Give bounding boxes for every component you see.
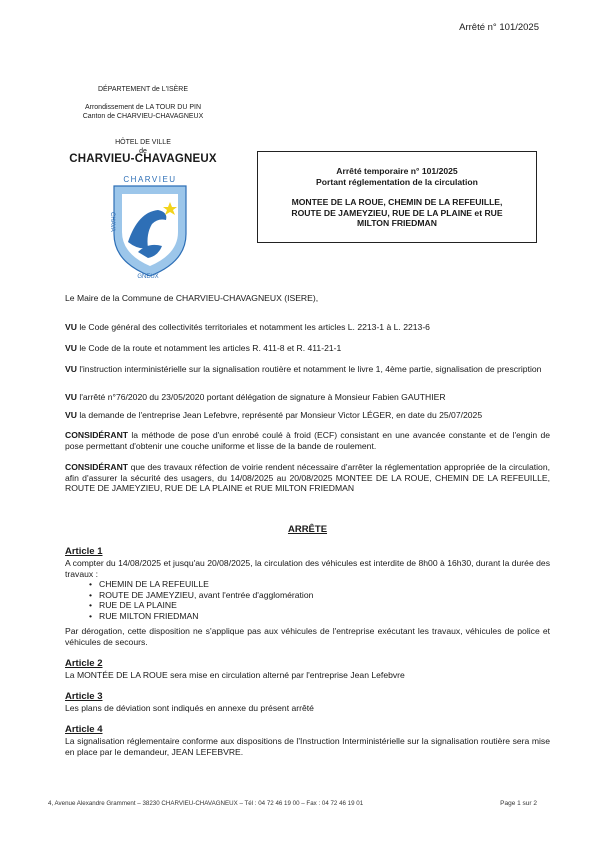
commune-logo (108, 172, 192, 280)
vu-text: la demande de l'entreprise Jean Lefebvre, représenté par Monsieur Victor LÉGER, en date du 25/07/2025 (76, 410, 483, 420)
departement-label: DÉPARTEMENT de L'ISÈRE (97, 86, 189, 93)
title-line-3: MONTEE DE LA ROUE, CHEMIN DE LA REFEUILLE, (291, 197, 503, 208)
arrondissement-label: Arrondissement de LA TOUR DU PIN (84, 104, 202, 111)
vu-paragraph (65, 343, 550, 354)
list-item: • RUE DE LA PLAINE (89, 600, 574, 611)
svg-text:GNEUX: GNEUX (137, 274, 159, 280)
vu-paragraph (65, 322, 550, 333)
intro-paragraph: Le Maire de la Commune de CHARVIEU-CHAVAGNEUX (ISERE), (65, 293, 319, 303)
vu-paragraph (65, 364, 550, 375)
article-2-text: La MONTÉE DE LA ROUE sera mise en circulation alterné par l'entreprise Jean Lefebvre (65, 670, 405, 680)
arrondissement-block (58, 103, 228, 121)
vu-paragraph (65, 410, 550, 421)
vu-text: l'instruction interministérielle sur la signalisation routière et notamment le livre 1, 4ème partie, signalisation de prescription (76, 364, 542, 374)
vu-label: VU (65, 322, 77, 332)
list-item: • RUE MILTON FRIEDMAN (89, 611, 574, 622)
article-1-derogation: Par dérogation, cette disposition ne s'applique pas aux véhicules de l'entreprise exécutant les travaux, véhicules de police et véhicules de secours. (65, 626, 550, 647)
svg-text:CHAVA: CHAVA (109, 212, 115, 232)
vu-text: le Code général des collectivités territoriales et notamment les articles L. 2213-1 à L. 2213-6 (76, 322, 430, 332)
vu-label: VU (65, 392, 77, 402)
considerant-label: CONSIDÉRANT (65, 430, 129, 440)
considerant-text: la méthode de pose d'un enrobé coulé à froid (ECF) consistant en une avancée constante et de l'engin de pose permettant d'obtenir une couche uniforme et lisse de la bande de roulement. (65, 430, 550, 451)
footer-address: 4, Avenue Alexandre Gramment – 38230 CHARVIEU-CHAVAGNEUX – Tél : 04 72 46 19 00 – Fax : 04 72 46 19 01 (48, 800, 364, 807)
article-1-text: A compter du 14/08/2025 et jusqu'au 20/08/2025, la circulation des véhicules est interdite de 8h00 à 16h30, durant la durée des travaux : (65, 558, 550, 579)
article-3-heading: Article 3 (65, 691, 103, 702)
considerant-paragraph (65, 430, 550, 451)
title-line-2: Portant réglementation de la circulation (316, 176, 478, 187)
title-line-1: Arrêté temporaire n° 101/2025 (336, 166, 458, 176)
svg-text:CHARVIEU: CHARVIEU (123, 175, 177, 184)
arrete-reference: Arrêté n° 101/2025 (459, 22, 539, 33)
vu-paragraph (65, 392, 550, 403)
arrete-title-box (257, 151, 537, 243)
vu-label: VU (65, 364, 77, 374)
canton-label: Canton de CHARVIEU-CHAVAGNEUX (82, 113, 204, 120)
article-4-heading: Article 4 (65, 724, 103, 735)
article-1-heading: Article 1 (65, 546, 103, 557)
article-2-heading: Article 2 (65, 658, 103, 669)
vu-text: l'arrêté n°76/2020 du 23/05/2020 portant délégation de signature à Monsieur Fabien GAUTHIER (76, 392, 446, 402)
list-item: • ROUTE DE JAMEYZIEU, avant l'entrée d'agglomération (89, 590, 574, 601)
list-item: • CHEMIN DE LA REFEUILLE (89, 579, 574, 590)
vu-label: VU (65, 410, 77, 420)
considerant-text: que des travaux réfection de voirie rendent nécessaire d'arrêter la réglementation appropriée de la circulation, afin d'assurer la sécurité des usagers, du 14/08/2025 au 20/08/2025 MONTEE DE LA ROUE, CHEMIN DE LA REFEUILLE, ROUTE DE JAMEYZIEU, RUE DE LA PLAINE et RUE MILTON FRIEDMAN (65, 462, 550, 493)
hotel-de-ville-label: HÔTEL DE VILLE (115, 139, 171, 146)
arrete-heading: ARRÊTE (287, 524, 328, 535)
article-1-street-list (65, 579, 574, 621)
title-line-5: MILTON FRIEDMAN (357, 218, 437, 229)
considerant-label: CONSIDÉRANT (65, 462, 129, 472)
vu-text: le Code de la route et notamment les articles R. 411-8 et R. 411-21-1 (76, 343, 342, 353)
commune-name: CHARVIEU-CHAVAGNEUX (69, 153, 217, 165)
considerant-paragraph (65, 462, 550, 494)
article-4-text: La signalisation réglementaire conforme aux dispositions de l'Instruction Interministérielle sur la signalisation routière sera mise en place par le demandeur, JEAN LEFEBVRE. (65, 736, 550, 757)
title-line-4: ROUTE DE JAMEYZIEU, RUE DE LA PLAINE et RUE (291, 207, 503, 218)
de-label: de (139, 148, 147, 155)
article-3-text: Les plans de déviation sont indiqués en annexe du présent arrêté (65, 703, 314, 713)
page-number: Page 1 sur 2 (500, 800, 537, 807)
vu-label: VU (65, 343, 77, 353)
